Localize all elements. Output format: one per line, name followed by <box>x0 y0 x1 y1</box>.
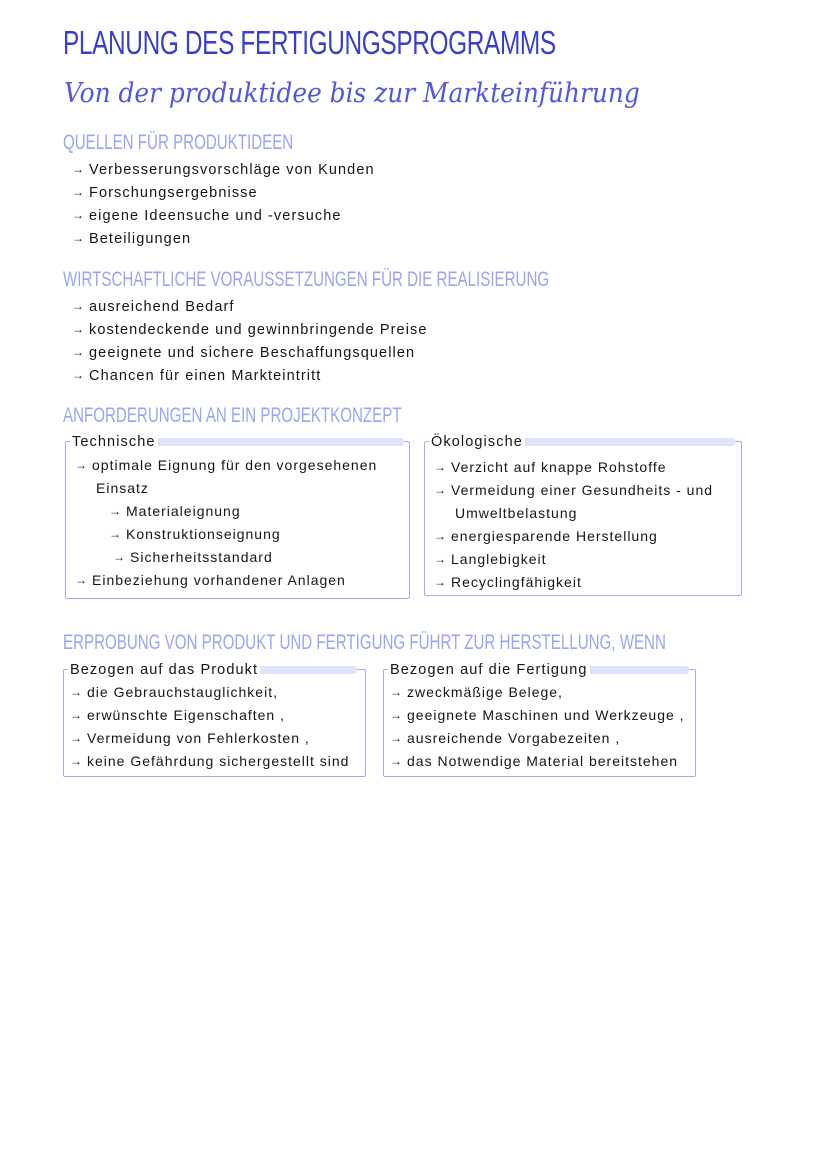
list-item: → Einbeziehung vorhandener Anlagen <box>75 569 377 592</box>
sub-list-item: → Sicherheitsstandard <box>75 546 377 569</box>
produkt-box <box>63 662 366 777</box>
section-heading-wirtschaftlich: WIRTSCHAFTLICHE VORAUSSETZUNGEN FÜR DIE REALISIERUNG <box>63 268 550 291</box>
fertigung-list <box>390 681 685 773</box>
arrow-right-icon: → <box>390 685 403 699</box>
section-heading-erprobung: ERPROBUNG VON PRODUKT UND FERTIGUNG FÜHRT ZUR HERSTELLUNG, WENN <box>63 631 666 654</box>
arrow-right-icon: → <box>75 573 88 587</box>
oekologische-label: Ökologische <box>431 434 523 450</box>
list-item: → ausreichende Vorgabezeiten , <box>390 727 685 750</box>
produkt-label: Bezogen auf das Produkt <box>70 662 259 678</box>
arrow-right-icon: → <box>113 550 126 564</box>
arrow-right-icon: → <box>109 527 122 541</box>
list-item: → keine Gefährdung sichergestellt sind <box>70 750 349 773</box>
list-item: → Beteiligungen <box>72 227 375 250</box>
list-item: → erwünschte Eigenschaften , <box>70 704 349 727</box>
arrow-right-icon: → <box>434 575 447 589</box>
list-item: → Langlebigkeit <box>434 548 713 571</box>
arrow-right-icon: → <box>390 731 403 745</box>
oekologische-box <box>424 434 742 596</box>
list-item: → Recyclingfähigkeit <box>434 571 713 594</box>
arrow-right-icon: → <box>72 162 86 176</box>
technische-box <box>65 434 410 599</box>
list-item: → geeignete Maschinen und Werkzeuge , <box>390 704 685 727</box>
arrow-right-icon: → <box>434 460 447 474</box>
arrow-right-icon: → <box>72 185 86 199</box>
page-title: PLANUNG DES FERTIGUNGSPROGRAMMS <box>63 24 556 61</box>
oekologische-list <box>434 456 713 594</box>
list-item: → Vermeidung einer Gesundheits - und <box>434 479 713 502</box>
label-highlight <box>146 438 404 446</box>
wirtschaftlich-list <box>72 295 428 387</box>
arrow-right-icon: → <box>70 685 83 699</box>
arrow-right-icon: → <box>390 754 403 768</box>
list-item: → die Gebrauchstauglichkeit, <box>70 681 349 704</box>
list-item: → zweckmäßige Belege, <box>390 681 685 704</box>
sub-list-item: → Konstruktionseignung <box>75 523 377 546</box>
arrow-right-icon: → <box>75 458 88 472</box>
arrow-right-icon: → <box>109 504 122 518</box>
list-item-continuation: Einsatz <box>96 480 149 496</box>
section-heading-quellen: QUELLEN FÜR PRODUKTIDEEN <box>63 131 294 154</box>
arrow-right-icon: → <box>72 299 86 313</box>
arrow-right-icon: → <box>434 529 447 543</box>
arrow-right-icon: → <box>434 552 447 566</box>
list-item: → Chancen für einen Markteintritt <box>72 364 428 387</box>
fertigung-label: Bezogen auf die Fertigung <box>390 662 588 678</box>
list-item: → kostendeckende und gewinnbringende Preise <box>72 318 428 341</box>
list-item: → Verbesserungsvorschläge von Kunden <box>72 158 375 181</box>
label-highlight <box>510 438 735 446</box>
arrow-right-icon: → <box>70 708 83 722</box>
list-item: → eigene Ideensuche und -versuche <box>72 204 375 227</box>
list-item: → ausreichend Bedarf <box>72 295 428 318</box>
list-item: → energiesparende Herstellung <box>434 525 713 548</box>
fertigung-box <box>383 662 696 777</box>
arrow-right-icon: → <box>70 731 83 745</box>
arrow-right-icon: → <box>72 322 86 336</box>
technische-list <box>75 454 377 592</box>
arrow-right-icon: → <box>390 708 403 722</box>
list-item: → optimale Eignung für den vorgesehenen <box>75 454 377 477</box>
technische-label: Technische <box>72 434 156 450</box>
arrow-right-icon: → <box>72 208 86 222</box>
arrow-right-icon: → <box>70 754 83 768</box>
arrow-right-icon: → <box>72 345 86 359</box>
arrow-right-icon: → <box>434 483 447 497</box>
list-item: → Vermeidung von Fehlerkosten , <box>70 727 349 750</box>
list-item: → das Notwendige Material bereitstehen <box>390 750 685 773</box>
produkt-list <box>70 681 349 773</box>
sub-list-item: → Materialeignung <box>75 500 377 523</box>
arrow-right-icon: → <box>72 368 86 382</box>
arrow-right-icon: → <box>72 231 86 245</box>
list-item: → Verzicht auf knappe Rohstoffe <box>434 456 713 479</box>
list-item: → geeignete und sichere Beschaffungsquellen <box>72 341 428 364</box>
list-item: → Forschungsergebnisse <box>72 181 375 204</box>
quellen-list <box>72 158 375 250</box>
page-subtitle: Von der produktidee bis zur Markteinführung <box>64 78 640 109</box>
list-item-continuation: Umweltbelastung <box>455 505 578 521</box>
section-heading-anforderungen: ANFORDERUNGEN AN EIN PROJEKTKONZEPT <box>63 404 402 427</box>
